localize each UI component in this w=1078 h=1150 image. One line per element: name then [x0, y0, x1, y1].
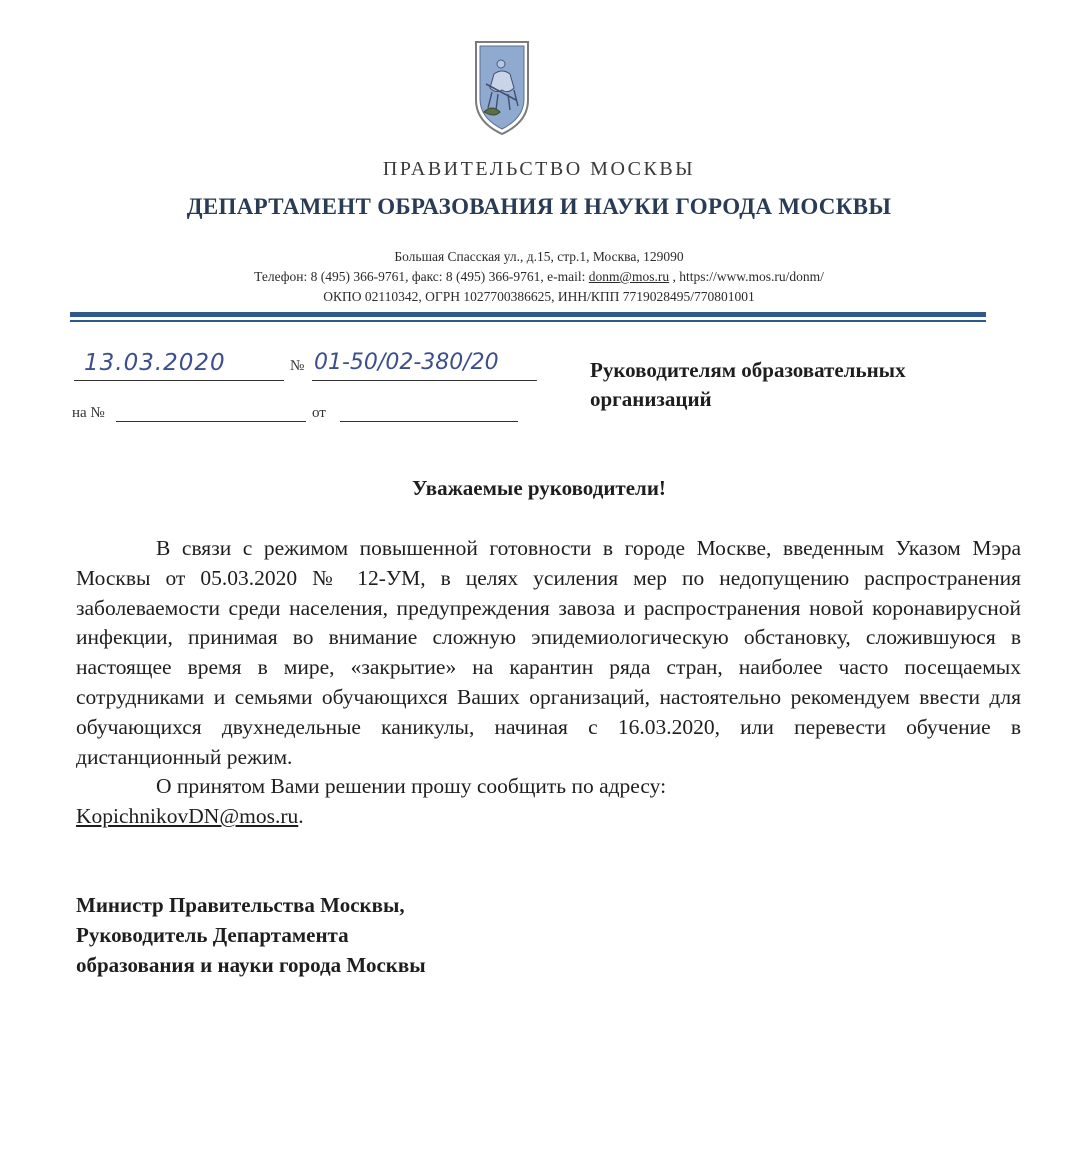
contacts-block: [0, 247, 1078, 307]
letter-body: [76, 534, 1021, 832]
header-divider-thick: [70, 312, 986, 317]
department-title: ДЕПАРТАМЕНТ ОБРАЗОВАНИЯ И НАУКИ ГОРОДА МОСКВЫ: [186, 194, 892, 219]
moscow-coat-of-arms-icon: [472, 38, 532, 138]
government-title: ПРАВИТЕЛЬСТВО МОСКВЫ: [382, 158, 696, 180]
address-line: Большая Спасская ул., д.15, стр.1, Москва, 129090: [394, 249, 684, 264]
recipient-block: [590, 356, 1010, 414]
salutation: Уважаемые руководители!: [412, 476, 666, 500]
registry-codes-line: ОКПО 02110342, ОГРН 1027700386625, ИНН/КПП 7719028495/770801001: [323, 289, 755, 304]
signature-line-1: Министр Правительства Москвы,: [76, 893, 405, 917]
body-paragraph-2-end: .: [298, 804, 304, 829]
reference-date-blank: [340, 421, 518, 422]
registration-date-field: [74, 350, 284, 381]
signature-line-3: образования и науки города Москвы: [76, 953, 426, 977]
signature-line-2: Руководитель Департамента: [76, 923, 349, 947]
reference-date-label: от: [312, 405, 326, 421]
body-paragraph-2: [76, 772, 1021, 802]
website-text: , https://www.mos.ru/donm/: [669, 269, 824, 284]
body-paragraph-2-text: О принятом Вами решении прошу сообщить по адресу:: [156, 774, 667, 799]
signature-block: [76, 890, 426, 980]
phone-line: [0, 267, 1078, 287]
department-email-link[interactable]: donm@mos.ru: [588, 269, 670, 284]
recipient-line-1: Руководителям образовательных: [590, 358, 906, 382]
reference-number-label: на №: [72, 405, 105, 421]
registration-number-label: №: [290, 358, 305, 374]
registration-number-handwritten: 01-50/02-380/20: [314, 350, 499, 375]
registration-number-field: [312, 350, 537, 381]
body-paragraph-1: В связи с режимом повышенной готовности в городе Москве, введенным Указом Мэра Москвы от 05.03.2020 № 12-УМ, в целях усиления мер по недопущению распространения заболеваемости среди населения, предупреждения завоза и распространения новой коронавирусной инфекции, принимая во внимание сложную эпидемиологическую обстановку, сложившуюся в настоящее время в мире, «закрытие» на карантин ряда стран, наиболее часто посещаемых сотрудниками и семьями обучающихся Ваших организаций, настоятельно рекомендуем ввести для обучающихся двухнедельные каникулы, начиная с 16.03.2020, или перевести обучение в дистанционный режим.: [76, 536, 1021, 769]
phone-fax-text: Телефон: 8 (495) 366-9761, факс: 8 (495) 366-9761, e-mail:: [254, 269, 589, 284]
recipient-line-2: организаций: [590, 387, 712, 411]
registration-date-handwritten: 13.03.2020: [84, 350, 226, 376]
reference-number-blank: [116, 421, 306, 422]
contact-email-link[interactable]: KopichnikovDN@mos.ru: [76, 804, 299, 829]
body-paragraph-2-address: [76, 802, 1021, 832]
header-divider-thin: [70, 320, 986, 322]
